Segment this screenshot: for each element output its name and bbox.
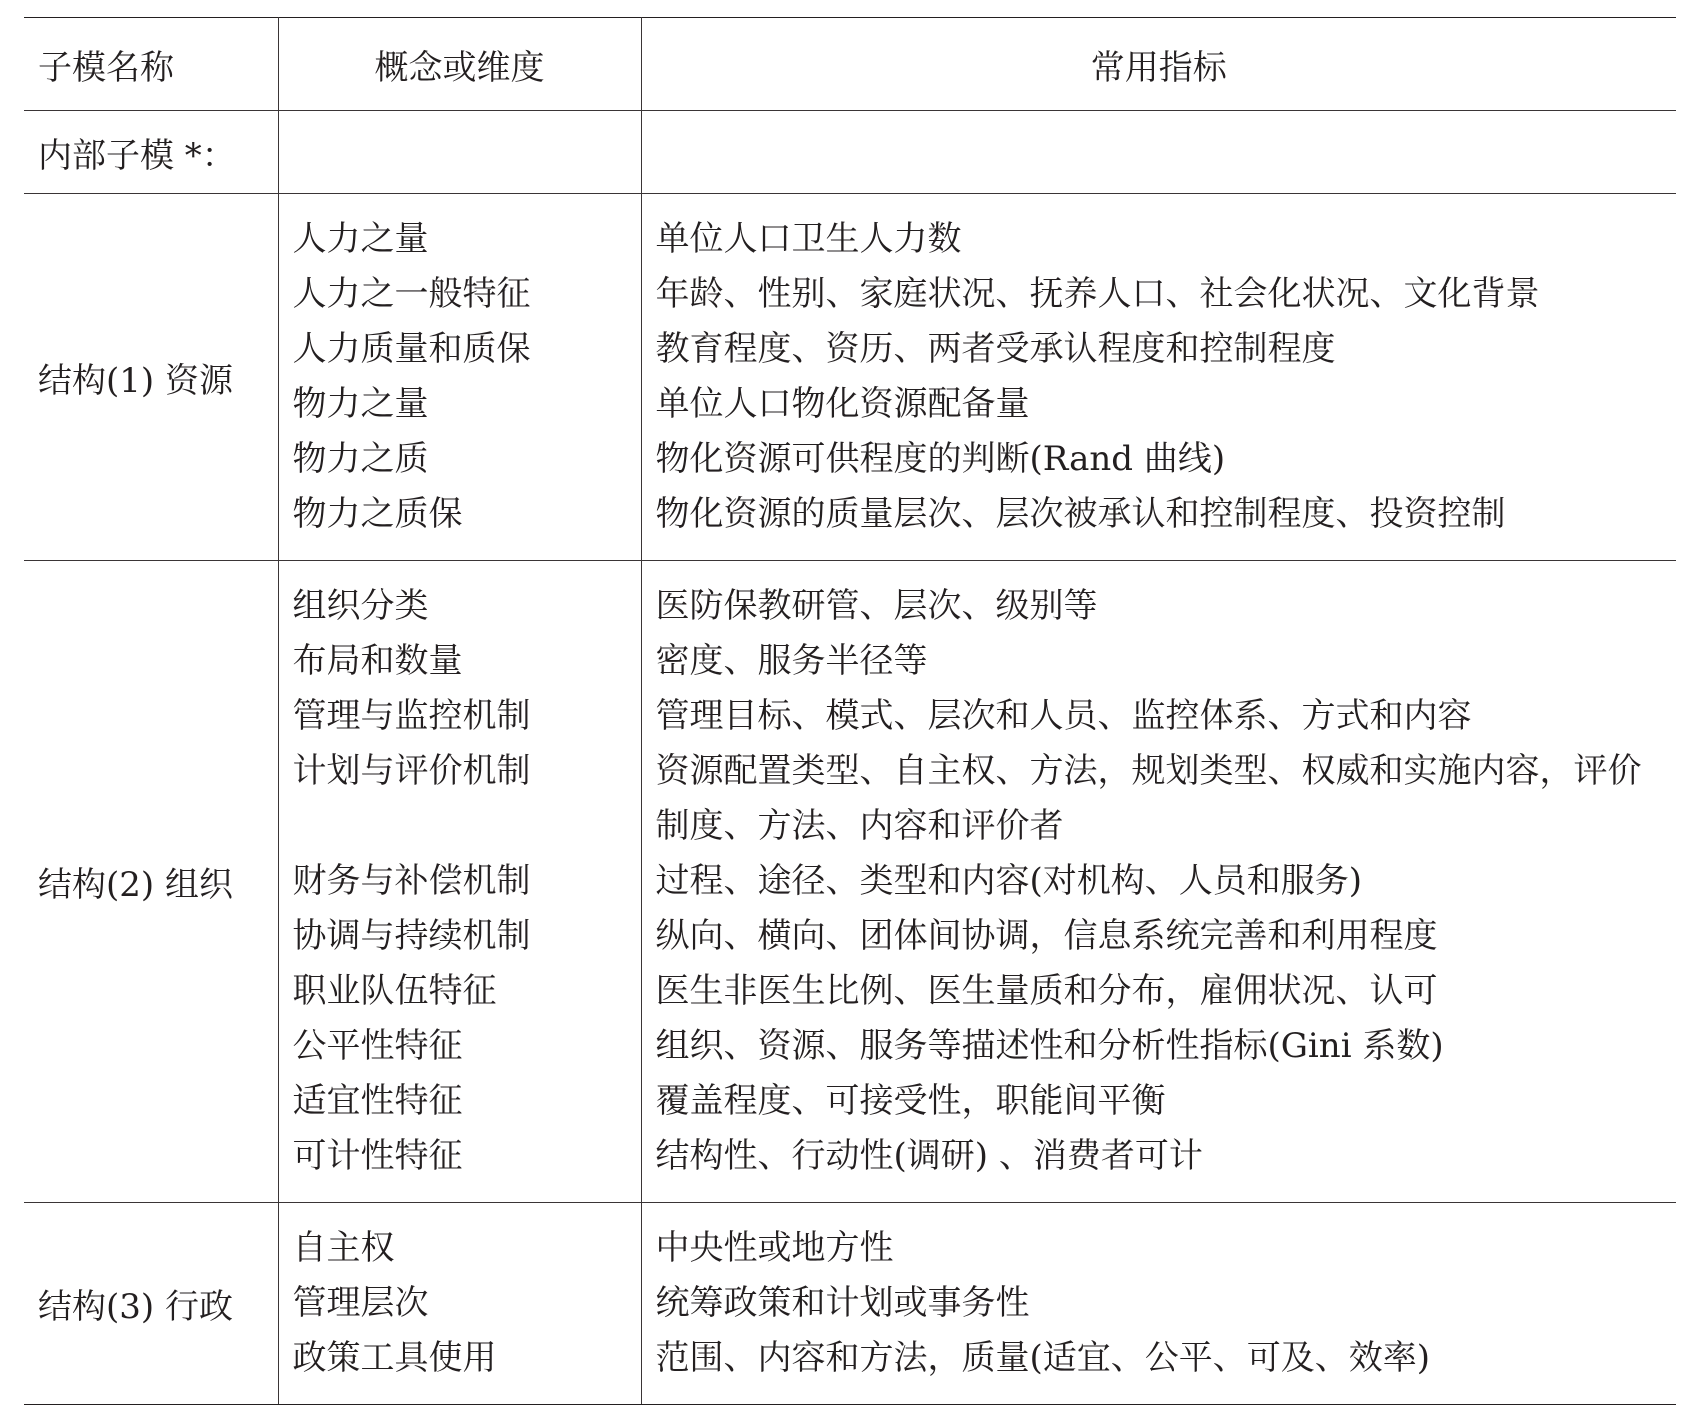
dimension-line-blank — [293, 799, 641, 854]
dimension-line: 适宜性特征 — [292, 1081, 463, 1121]
dimension-line: 布局和数量 — [292, 641, 463, 681]
table-header-row — [24, 18, 1676, 111]
section-dimensions — [278, 194, 641, 561]
dimension-line: 财务与补偿机制 — [292, 861, 531, 901]
dimension-line: 人力质量和质保 — [292, 329, 531, 369]
internal-submodel-label: 内部子模 *： — [24, 111, 278, 194]
internal-submodel-ind-empty — [641, 111, 1676, 194]
header-name: 子模名称 — [24, 18, 278, 111]
section-name: 结构(2) 组织 — [24, 561, 278, 1203]
dimension-line: 物力之质保 — [292, 494, 463, 534]
header-indicators: 常用指标 — [641, 18, 1676, 111]
indicator-line: 单位人口物化资源配备量 — [655, 384, 1030, 424]
indicator-line: 物化资源的质量层次、层次被承认和控制程度、投资控制 — [655, 494, 1506, 534]
internal-submodel-dim-empty — [278, 111, 641, 194]
dimension-line: 人力之量 — [292, 219, 429, 259]
section-row-organization — [24, 561, 1676, 1203]
dimension-line: 职业队伍特征 — [292, 971, 497, 1011]
indicator-line: 资源配置类型、自主权、方法，规划类型、权威和实施内容，评价 — [655, 751, 1642, 791]
indicator-line: 年龄、性别、家庭状况、抚养人口、社会化状况、文化背景 — [655, 274, 1540, 314]
section-name: 结构(1) 资源 — [24, 194, 278, 561]
section-indicators — [641, 1203, 1676, 1405]
indicator-line: 结构性、行动性(调研) 、消费者可计 — [655, 1136, 1203, 1176]
internal-submodel-row — [24, 111, 1676, 194]
dimension-line: 政策工具使用 — [292, 1338, 497, 1378]
dimension-line: 公平性特征 — [292, 1026, 463, 1066]
section-name: 结构(3) 行政 — [24, 1203, 278, 1405]
indicator-line: 医生非医生比例、医生量质和分布，雇佣状况、认可 — [655, 971, 1438, 1011]
indicator-line: 物化资源可供程度的判断(Rand 曲线) — [655, 439, 1226, 479]
dimension-line: 组织分类 — [292, 586, 429, 626]
dimension-line: 管理与监控机制 — [292, 696, 531, 736]
dimension-line: 计划与评价机制 — [292, 751, 531, 791]
indicator-line: 过程、途径、类型和内容(对机构、人员和服务) — [655, 861, 1363, 901]
indicator-line: 管理目标、模式、层次和人员、监控体系、方式和内容 — [655, 696, 1472, 736]
header-dimension: 概念或维度 — [278, 18, 641, 111]
dimension-line: 物力之质 — [292, 439, 429, 479]
section-dimensions — [278, 1203, 641, 1405]
dimension-line: 人力之一般特征 — [292, 274, 531, 314]
indicator-line: 单位人口卫生人力数 — [655, 219, 962, 259]
section-row-resources — [24, 194, 1676, 561]
indicator-line: 范围、内容和方法，质量(适宜、公平、可及、效率) — [655, 1338, 1431, 1378]
section-row-administration — [24, 1203, 1676, 1405]
dimension-line: 物力之量 — [292, 384, 429, 424]
indicator-line: 统筹政策和计划或事务性 — [655, 1283, 1030, 1323]
indicator-line: 覆盖程度、可接受性，职能间平衡 — [655, 1081, 1166, 1121]
dimension-line: 自主权 — [292, 1228, 395, 1268]
indicator-table — [24, 17, 1676, 1405]
section-dimensions — [278, 561, 641, 1203]
indicator-line: 纵向、横向、团体间协调，信息系统完善和利用程度 — [655, 916, 1438, 956]
dimension-line: 可计性特征 — [292, 1136, 463, 1176]
indicator-line: 密度、服务半径等 — [655, 641, 928, 681]
dimension-line: 管理层次 — [292, 1283, 429, 1323]
dimension-line: 协调与持续机制 — [292, 916, 531, 956]
section-indicators — [641, 194, 1676, 561]
indicator-line: 教育程度、资历、两者受承认程度和控制程度 — [655, 329, 1336, 369]
section-indicators — [641, 561, 1676, 1203]
indicator-line: 医防保教研管、层次、级别等 — [655, 586, 1098, 626]
indicator-line: 组织、资源、服务等描述性和分析性指标(Gini 系数) — [655, 1026, 1444, 1066]
indicator-line: 中央性或地方性 — [655, 1228, 894, 1268]
indicator-line: 制度、方法、内容和评价者 — [655, 806, 1064, 846]
